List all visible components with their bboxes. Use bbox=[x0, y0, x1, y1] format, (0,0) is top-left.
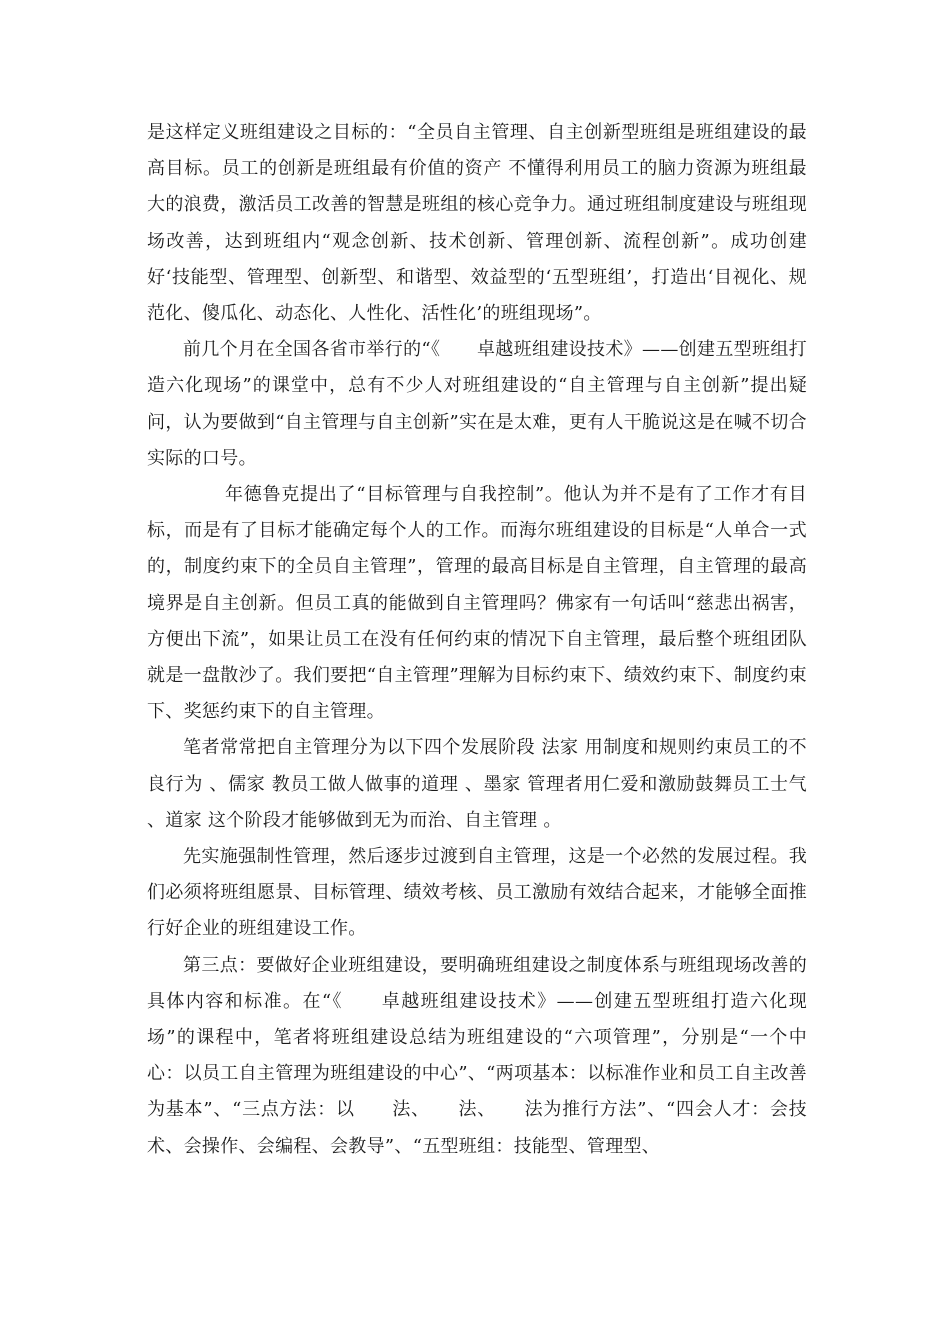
paragraph-1: 是这样定义班组建设之目标的：“全员自主管理、自主创新型班组是班组建设的最高目标。员工的创新是班组最有价值的资产 不懂得利用员工的脑力资源为班组最大的浪费，激活员工改善的智慧是班组的核心竞争力。通过班组制度建设与班组现场改善，达到班组内“观念创新、技术创新、管理创新、流程创新”。成功创建好‘技能型、管理型、创新型、和谐型、效益型的‘五型班组’，打造出‘目视化、规范化、傻瓜化、动态化、人性化、活性化’的班组现场”。 bbox=[147, 122, 807, 325]
paragraph-6: 第三点：要做好企业班组建设，要明确班组建设之制度体系与班组现场改善的具体内容和标准。在“《 卓越班组建设技术》——创建五型班组打造六化现场”的课程中，笔者将班组建设总结为班组建设的“六项管理”，分别是“一个中心：以员工自主管理为班组建设的中心”、“两项基本：以标准作业和员工自主改善为基本”、“三点方法：以 法、 法、 法为推行方法”、“四会人才：会技术、会操作、会编程、会教导”、“五型班组：技能型、管理型、 bbox=[147, 954, 807, 1157]
paragraph-2: 前几个月在全国各省市举行的“《 卓越班组建设技术》——创建五型班组打造六化现场”的课堂中，总有不少人对班组建设的“自主管理与自主创新”提出疑问，认为要做到“自主管理与自主创新”实在是太难，更有人干脆说这是在喊不切合实际的口号。 bbox=[147, 339, 807, 469]
document-body bbox=[147, 115, 814, 1165]
paragraph-3: 年德鲁克提出了“目标管理与自我控制”。他认为并不是有了工作才有目标，而是有了目标才能确定每个人的工作。而海尔班组建设的目标是“人单合一式的，制度约束下的全员自主管理”，管理的最高目标是自主管理，自主管理的最高境界是自主创新。但员工真的能做到自主管理吗？佛家有一句话叫“慈悲出祸害，方便出下流”，如果让员工在没有任何约束的情况下自主管理，最后整个班组团队就是一盘散沙了。我们要把“自主管理”理解为目标约束下、绩效约束下、制度约束下、奖惩约束下的自主管理。 bbox=[147, 484, 807, 723]
paragraph-4: 笔者常常把自主管理分为以下四个发展阶段 法家 用制度和规则约束员工的不良行为 、儒家 教员工做人做事的道理 、墨家 管理者用仁爱和激励鼓舞员工士气 、道家 这个阶段才能够做到无为而治、自主管理 。 bbox=[147, 737, 814, 831]
paragraph-5: 先实施强制性管理，然后逐步过渡到自主管理，这是一个必然的发展过程。我们必须将班组愿景、目标管理、绩效考核、员工激励有效结合起来，才能够全面推行好企业的班组建设工作。 bbox=[147, 846, 807, 940]
